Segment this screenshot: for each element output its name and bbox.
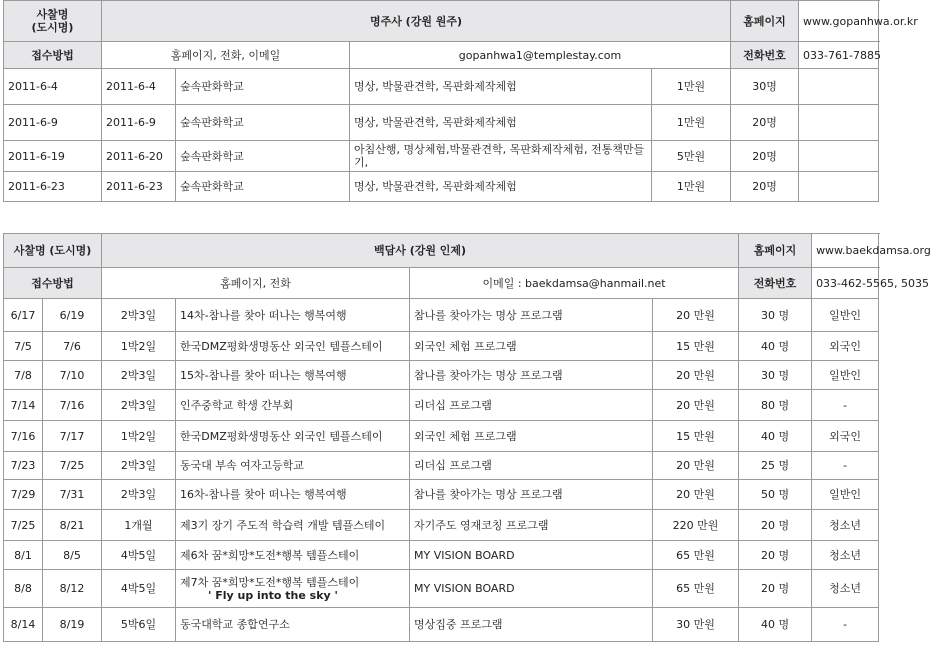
table-row — [4, 69, 879, 105]
group-name: 숲속판화학교 — [176, 172, 350, 202]
event-title-line: 동국대학교 종합연구소 — [180, 618, 290, 631]
start-date: 2011-6-23 — [4, 172, 102, 202]
start-date: 2011-6-19 — [4, 141, 102, 172]
fee: 65 만원 — [653, 570, 739, 608]
headcount: 20명 — [731, 172, 799, 202]
program-name: 참나를 찾아가는 명상 프로그램 — [410, 480, 653, 510]
program-name: 자기주도 영재코칭 프로그램 — [410, 510, 653, 541]
start-date: 2011-6-4 — [4, 69, 102, 105]
end-date: 2011-6-9 — [102, 105, 176, 141]
program-name: 명상집중 프로그램 — [410, 608, 653, 642]
end-date: 7/10 — [43, 361, 102, 390]
headcount: 20명 — [731, 141, 799, 172]
program-name: 참나를 찾아가는 명상 프로그램 — [410, 361, 653, 390]
apply-method-label: 접수방법 — [4, 268, 102, 299]
fee: 1만원 — [652, 172, 731, 202]
duration: 2박3일 — [102, 452, 176, 480]
duration: 5박6일 — [102, 608, 176, 642]
table-row — [4, 541, 879, 570]
note — [799, 69, 879, 105]
note — [799, 105, 879, 141]
program-name: 외국인 체험 프로그램 — [410, 421, 653, 452]
group-name: 숲속판화학교 — [176, 141, 350, 172]
temple-table-myeongjusa — [3, 0, 918, 202]
event-title-line: 제3기 장기 주도적 학습력 개발 템플스테이 — [180, 518, 386, 532]
event-title-line: 동국대 부속 여자고등학교 — [180, 459, 304, 472]
apply-method-label: 접수방법 — [4, 42, 102, 69]
duration: 1개월 — [102, 510, 176, 541]
event-title — [176, 299, 410, 332]
headcount: 30 명 — [739, 361, 812, 390]
homepage-label: 홈페이지 — [731, 1, 799, 42]
table-row — [4, 452, 879, 480]
table-row — [4, 421, 879, 452]
headcount: 40 명 — [739, 332, 812, 361]
headcount: 40 명 — [739, 421, 812, 452]
target-group: 일반인 — [812, 299, 879, 332]
target-group: - — [812, 390, 879, 421]
table-row — [4, 480, 879, 510]
target-group: 일반인 — [812, 361, 879, 390]
program-desc: 명상, 박물관견학, 목판화제작체험 — [350, 105, 652, 141]
event-title-line: 한국DMZ평화생명동산 외국인 템플스테이 — [180, 429, 383, 443]
headcount: 20명 — [731, 105, 799, 141]
event-subtitle: ' Fly up into the sky ' — [208, 588, 338, 602]
event-title — [176, 421, 410, 452]
start-date: 7/25 — [4, 510, 43, 541]
homepage-label: 홈페이지 — [739, 234, 812, 268]
temple-name-header: 사찰명 (도시명) — [4, 1, 102, 42]
headcount: 30 명 — [739, 299, 812, 332]
end-date: 7/17 — [43, 421, 102, 452]
event-title-line: 15차-참나를 찾아 떠나는 행복여행 — [180, 368, 347, 382]
target-group: 외국인 — [812, 332, 879, 361]
headcount: 25 명 — [739, 452, 812, 480]
duration: 2박3일 — [102, 480, 176, 510]
event-title-line: 14차-참나를 찾아 떠나는 행복여행 — [180, 308, 347, 322]
headcount: 40 명 — [739, 608, 812, 642]
start-date: 7/29 — [4, 480, 43, 510]
table-row — [4, 510, 879, 541]
group-name: 숲속판화학교 — [176, 69, 350, 105]
end-date: 7/31 — [43, 480, 102, 510]
note — [799, 141, 879, 172]
program-desc: 명상, 박물관견학, 목판화제작체험 — [350, 172, 652, 202]
event-title — [176, 480, 410, 510]
duration: 1박2일 — [102, 421, 176, 452]
end-date: 2011-6-20 — [102, 141, 176, 172]
program-desc: 아침산행, 명상체험,박물관견학, 목판화제작체험, 전통책만들기, — [350, 141, 652, 172]
start-date: 7/8 — [4, 361, 43, 390]
event-title-line: 제6차 꿈*희망*도전*행복 템플스테이 — [180, 548, 360, 562]
target-group: - — [812, 452, 879, 480]
fee: 1만원 — [652, 105, 731, 141]
end-date: 8/5 — [43, 541, 102, 570]
table-row — [4, 172, 879, 202]
duration: 4박5일 — [102, 541, 176, 570]
target-group: 청소년 — [812, 510, 879, 541]
temple-table-baekdamsa — [3, 233, 931, 642]
start-date: 8/14 — [4, 608, 43, 642]
duration: 2박3일 — [102, 390, 176, 421]
duration: 2박3일 — [102, 361, 176, 390]
end-date: 8/19 — [43, 608, 102, 642]
fee: 30 만원 — [653, 608, 739, 642]
program-name: 외국인 체험 프로그램 — [410, 332, 653, 361]
fee: 20 만원 — [653, 452, 739, 480]
fee: 5만원 — [652, 141, 731, 172]
table-row — [4, 105, 879, 141]
event-title — [176, 332, 410, 361]
event-title-line: 16차-참나를 찾아 떠나는 행복여행 — [180, 488, 347, 501]
table-row — [4, 332, 879, 361]
headcount: 20 명 — [739, 541, 812, 570]
event-title — [176, 510, 410, 541]
headcount: 30명 — [731, 69, 799, 105]
table-row — [4, 141, 879, 172]
start-date: 7/5 — [4, 332, 43, 361]
target-group: - — [812, 608, 879, 642]
phone-number: 033-462-5565, 5035 — [812, 268, 879, 299]
start-date: 8/8 — [4, 570, 43, 608]
program-name: 리더십 프로그램 — [410, 390, 653, 421]
start-date: 7/14 — [4, 390, 43, 421]
email-link[interactable]: 이메일 : baekdamsa@hanmail.net — [410, 268, 739, 299]
phone-number: 033-761-7885 — [799, 42, 879, 69]
duration: 1박2일 — [102, 332, 176, 361]
temple-name-header: 사찰명 (도시명) — [4, 234, 102, 268]
event-title-line: 제7차 꿈*희망*도전*행복 템플스테이 — [180, 575, 360, 589]
email-link[interactable]: gopanhwa1@templestay.com — [350, 42, 731, 69]
end-date: 7/25 — [43, 452, 102, 480]
start-date: 7/23 — [4, 452, 43, 480]
group-name: 숲속판화학교 — [176, 105, 350, 141]
phone-label: 전화번호 — [739, 268, 812, 299]
end-date: 2011-6-4 — [102, 69, 176, 105]
event-title-line: 인주중학교 학생 간부회 — [180, 398, 294, 412]
program-name: MY VISION BOARD — [410, 570, 653, 608]
end-date: 7/6 — [43, 332, 102, 361]
event-title — [176, 570, 410, 608]
program-name: 참나를 찾아가는 명상 프로그램 — [410, 299, 653, 332]
event-title — [176, 608, 410, 642]
table-row — [4, 299, 879, 332]
end-date: 8/21 — [43, 510, 102, 541]
start-date: 2011-6-9 — [4, 105, 102, 141]
end-date: 6/19 — [43, 299, 102, 332]
headcount: 50 명 — [739, 480, 812, 510]
start-date: 6/17 — [4, 299, 43, 332]
target-group: 청소년 — [812, 570, 879, 608]
fee: 15 만원 — [653, 421, 739, 452]
end-date: 2011-6-23 — [102, 172, 176, 202]
table-row — [4, 608, 879, 642]
apply-method: 홈페이지, 전화 — [102, 268, 410, 299]
fee: 20 만원 — [653, 390, 739, 421]
table-row — [4, 570, 879, 608]
fee: 20 만원 — [653, 299, 739, 332]
note — [799, 172, 879, 202]
homepage-link[interactable]: www.baekdamsa.org — [812, 234, 879, 268]
table-row — [4, 361, 879, 390]
event-title — [176, 390, 410, 421]
fee: 1만원 — [652, 69, 731, 105]
fee: 220 만원 — [653, 510, 739, 541]
phone-label: 전화번호 — [731, 42, 799, 69]
event-title — [176, 452, 410, 480]
end-date: 7/16 — [43, 390, 102, 421]
temple-name: 명주사 (강원 원주) — [102, 1, 731, 42]
fee: 15 만원 — [653, 332, 739, 361]
end-date: 8/12 — [43, 570, 102, 608]
target-group: 청소년 — [812, 541, 879, 570]
start-date: 8/1 — [4, 541, 43, 570]
target-group: 일반인 — [812, 480, 879, 510]
event-title — [176, 541, 410, 570]
headcount: 80 명 — [739, 390, 812, 421]
apply-method: 홈페이지, 전화, 이메일 — [102, 42, 350, 69]
program-name: MY VISION BOARD — [410, 541, 653, 570]
program-desc: 명상, 박물관견학, 목판화제작체험 — [350, 69, 652, 105]
headcount: 20 명 — [739, 510, 812, 541]
fee: 20 만원 — [653, 480, 739, 510]
headcount: 20 명 — [739, 570, 812, 608]
target-group: 외국인 — [812, 421, 879, 452]
temple-name: 백담사 (강원 인제) — [102, 234, 739, 268]
start-date: 7/16 — [4, 421, 43, 452]
event-title — [176, 361, 410, 390]
table-row — [4, 390, 879, 421]
event-title-line: 한국DMZ평화생명동산 외국인 템플스테이 — [180, 339, 383, 353]
program-name: 리더십 프로그램 — [410, 452, 653, 480]
duration: 4박5일 — [102, 570, 176, 608]
fee: 65 만원 — [653, 541, 739, 570]
homepage-link[interactable]: www.gopanhwa.or.kr — [799, 1, 879, 42]
fee: 20 만원 — [653, 361, 739, 390]
duration: 2박3일 — [102, 299, 176, 332]
